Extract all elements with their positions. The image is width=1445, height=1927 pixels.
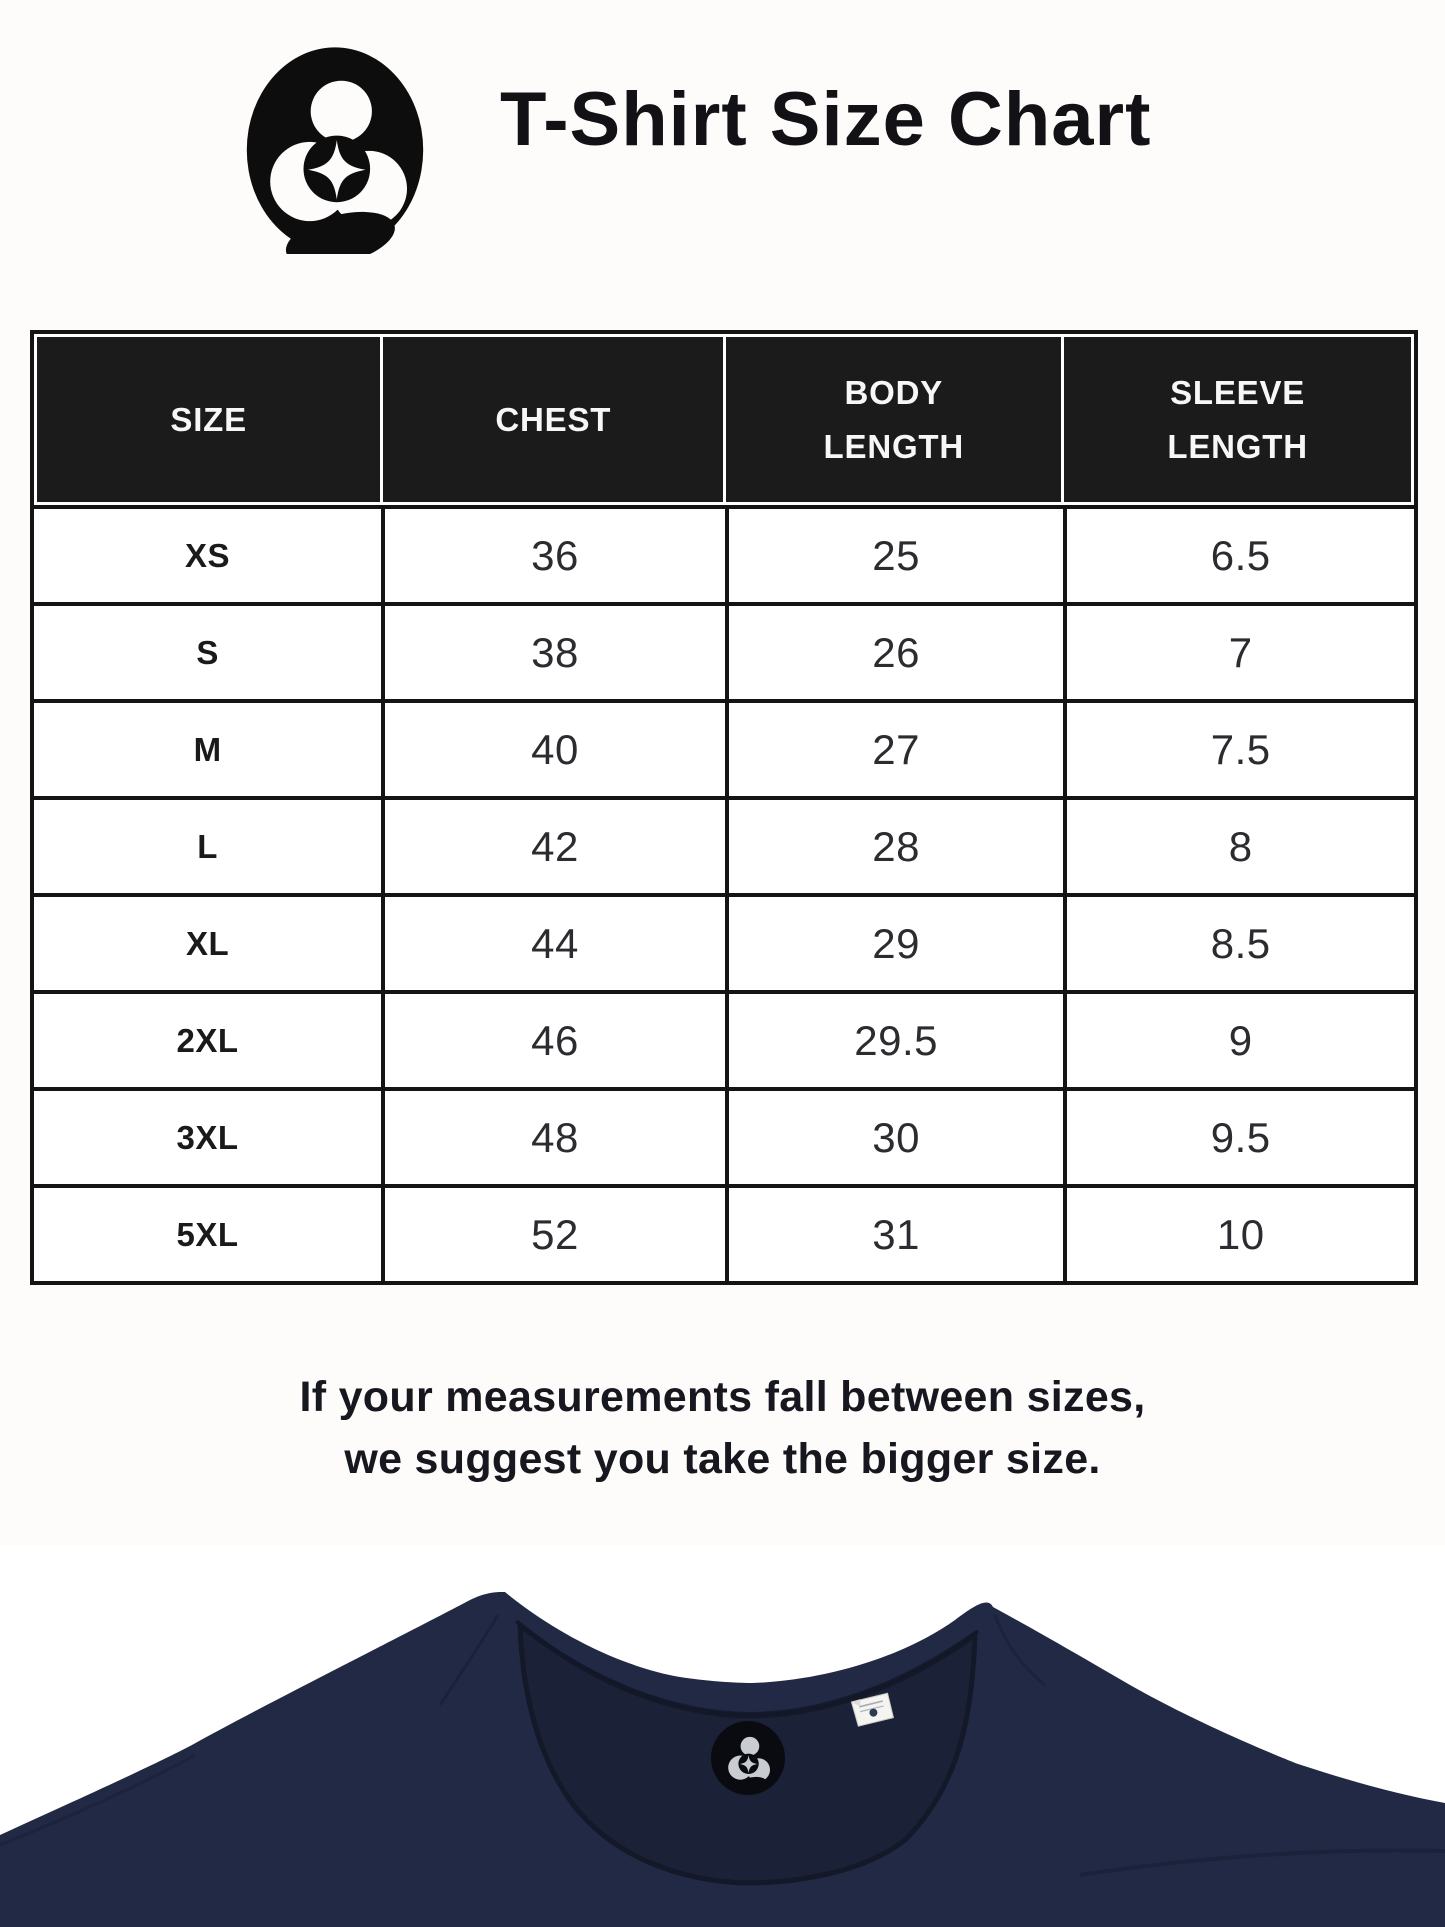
fit-note-line1: If your measurements fall between sizes, (299, 1373, 1146, 1421)
table-cell-size: S (34, 602, 381, 699)
table-cell-chest: 52 (381, 1184, 725, 1281)
table-cell-size: 2XL (34, 990, 381, 1087)
product-photo-tshirt-collar (0, 1545, 1445, 1927)
size-chart-table (30, 330, 1418, 1285)
column-header-sleeve-length: SLEEVE LENGTH (1064, 337, 1411, 502)
table-cell-chest: 36 (381, 505, 725, 602)
table-cell-chest: 42 (381, 796, 725, 893)
table-cell-size: XL (34, 893, 381, 990)
table-cell-size: M (34, 699, 381, 796)
table-cell-sleeve-length: 7.5 (1063, 699, 1414, 796)
table-cell-sleeve-length: 8.5 (1063, 893, 1414, 990)
table-cell-body-length: 26 (725, 602, 1064, 699)
table-cell-chest: 40 (381, 699, 725, 796)
table-cell-chest: 44 (381, 893, 725, 990)
table-cell-chest: 38 (381, 602, 725, 699)
fit-note (0, 1366, 1445, 1490)
table-cell-body-length: 29 (725, 893, 1064, 990)
table-cell-body-length: 31 (725, 1184, 1064, 1281)
table-cell-sleeve-length: 9.5 (1063, 1087, 1414, 1184)
table-cell-body-length: 30 (725, 1087, 1064, 1184)
table-cell-body-length: 27 (725, 699, 1064, 796)
table-cell-body-length: 28 (725, 796, 1064, 893)
table-cell-chest: 46 (381, 990, 725, 1087)
table-cell-sleeve-length: 7 (1063, 602, 1414, 699)
column-header-chest: CHEST (383, 337, 723, 502)
table-header-row (34, 334, 1414, 505)
brand-logo-icon (245, 46, 425, 254)
fit-note-line2: we suggest you take the bigger size. (344, 1435, 1101, 1483)
table-cell-size: L (34, 796, 381, 893)
table-cell-size: 3XL (34, 1087, 381, 1184)
table-cell-sleeve-length: 10 (1063, 1184, 1414, 1281)
table-cell-sleeve-length: 6.5 (1063, 505, 1414, 602)
table-cell-body-length: 29.5 (725, 990, 1064, 1087)
table-cell-sleeve-length: 9 (1063, 990, 1414, 1087)
table-cell-chest: 48 (381, 1087, 725, 1184)
table-cell-sleeve-length: 8 (1063, 796, 1414, 893)
table-cell-size: XS (34, 505, 381, 602)
table-cell-size: 5XL (34, 1184, 381, 1281)
table-body (34, 505, 1414, 1281)
table-cell-body-length: 25 (725, 505, 1064, 602)
column-header-size: SIZE (37, 337, 380, 502)
page-title: T-Shirt Size Chart (500, 77, 1152, 162)
column-header-body-length: BODY LENGTH (726, 337, 1061, 502)
